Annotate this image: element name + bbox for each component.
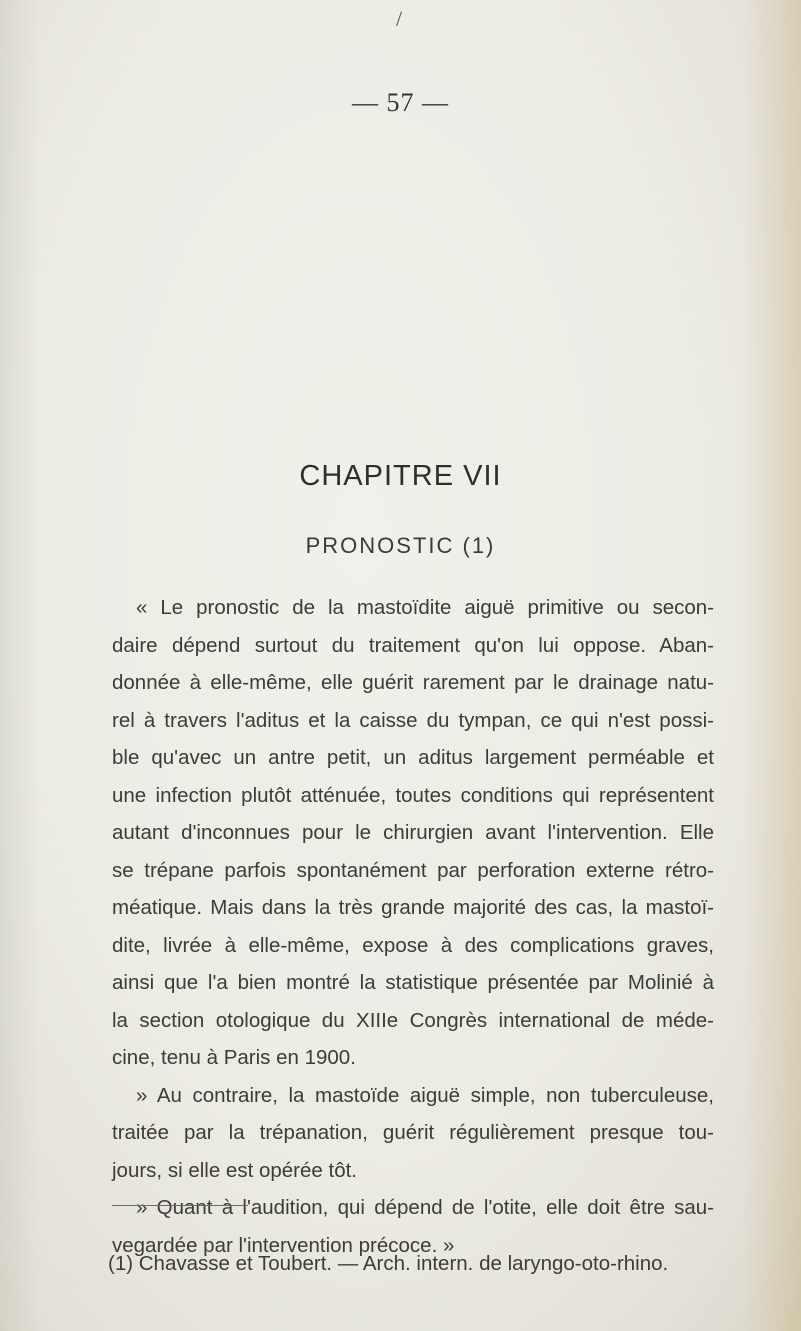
body-line: jours, si elle est opérée tôt.: [112, 1158, 357, 1182]
body-line: une infection plutôt atténuée, toutes conditions qui représentent: [112, 783, 714, 807]
body-line: dite, livrée à elle-même, expose à des complications graves,: [112, 933, 714, 957]
body-line: daire dépend surtout du traitement qu'on lui oppose. Aban-: [112, 633, 714, 657]
footnote-divider: [112, 1205, 248, 1206]
page-number: — 57 —: [352, 88, 449, 117]
footnote: (1) Chavasse et Toubert. — Arch. intern. de laryngo-oto-rhino.: [108, 1252, 669, 1275]
section-title: PRONOSTIC (1): [305, 533, 496, 558]
body-line: la section otologique du XIIIe Congrès international de méde-: [112, 1008, 714, 1032]
chapter-title: CHAPITRE VII: [299, 460, 502, 492]
body-line: cine, tenu à Paris en 1900.: [112, 1046, 356, 1069]
body-line: ainsi que l'a bien montré la statistique présentée par Molinié à: [112, 971, 714, 994]
body-line: rel à travers l'aditus et la caisse du tympan, ce qui n'est possi-: [112, 708, 714, 732]
page-edge-stain-right: [741, 0, 801, 1331]
body-line: traitée par la trépanation, guérit régulièrement presque tou-: [112, 1121, 714, 1144]
body-line: « Le pronostic de la mastoïdite aiguë primitive ou secon-: [136, 596, 714, 619]
body-line: donnée à elle-même, elle guérit rarement par le drainage natu-: [112, 671, 714, 694]
body-line: » Au contraire, la mastoïde aiguë simple, non tuberculeuse,: [136, 1083, 714, 1107]
page-edge-shadow-left: [0, 0, 40, 1331]
body-line: se trépane parfois spontanément par perforation externe rétro-: [112, 858, 714, 882]
body-text: [112, 589, 714, 1264]
body-line: ble qu'avec un antre petit, un aditus largement perméable et: [112, 746, 714, 769]
body-line: méatique. Mais dans la très grande majorité des cas, la mastoï-: [112, 896, 714, 919]
body-line: » Quant à l'audition, qui dépend de l'otite, elle doit être sau-: [136, 1196, 714, 1219]
top-mark: /: [396, 6, 403, 31]
body-line: vegardée par l'intervention précoce. »: [112, 1233, 455, 1257]
body-line: autant d'inconnues pour le chirurgien avant l'intervention. Elle: [112, 821, 714, 844]
